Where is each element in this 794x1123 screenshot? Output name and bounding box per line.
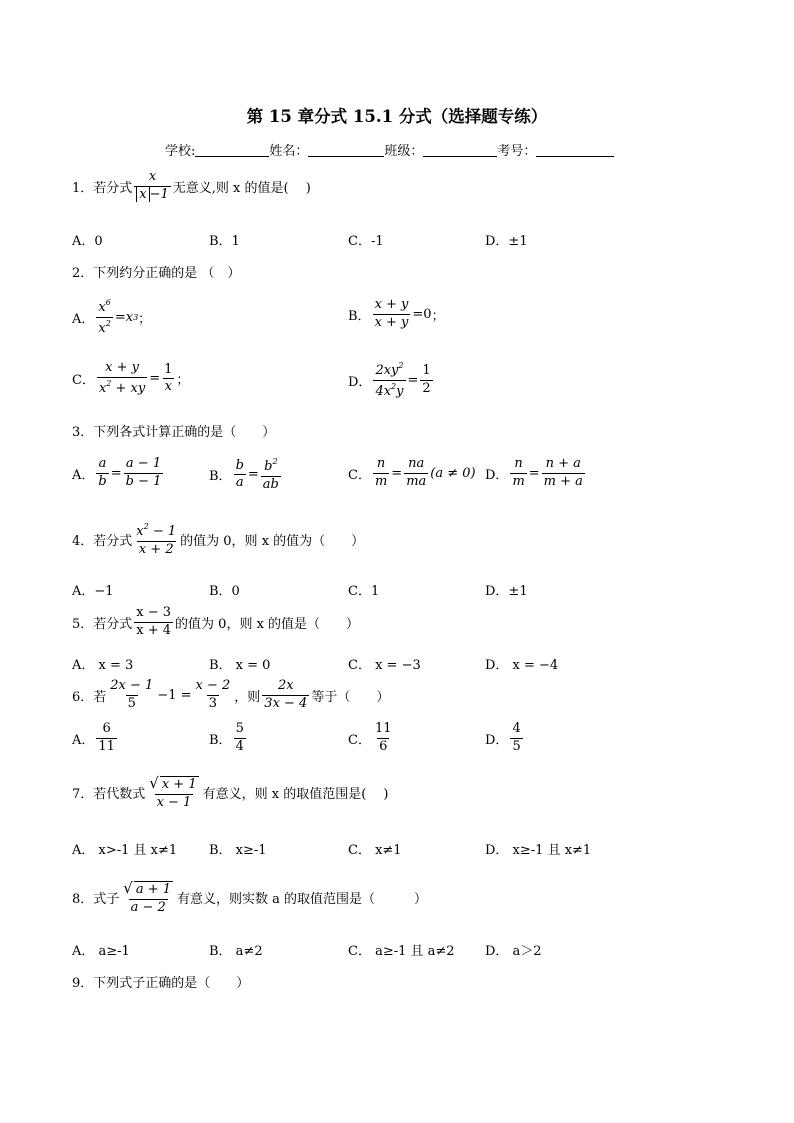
q7-option-b[interactable]: B． x≥-1	[209, 843, 267, 858]
q3-c-r-den: ma	[406, 473, 427, 489]
q4-option-a[interactable]: A．−1	[72, 584, 114, 599]
q8-number: 8．式子	[72, 892, 120, 908]
q3-c-condition: (a ≠ 0)	[430, 465, 476, 481]
q6-f3-num: 2x	[278, 678, 294, 693]
q4-num-rest: − 1	[148, 524, 177, 539]
q6-f2-num: x − 2	[195, 678, 231, 693]
q6-option-a[interactable]	[72, 722, 119, 755]
q8-option-b[interactable]: B． a≠2	[209, 944, 263, 959]
q2-c-result	[162, 363, 174, 396]
class-blank[interactable]	[423, 144, 497, 157]
q3-a-eq: =	[110, 465, 122, 481]
q3-c-label: C．	[348, 467, 371, 483]
q8-frac-num: a + 1	[135, 882, 172, 897]
q5-frac-den: x + 4	[136, 622, 172, 638]
q4-num-x: x	[136, 524, 144, 539]
q2-b-end: ；	[431, 308, 445, 324]
q1-option-c[interactable]: C．-1	[348, 234, 384, 249]
q5-option-b[interactable]: B． x = 0	[209, 658, 271, 673]
q3-b-l-num: b	[235, 457, 244, 473]
q1-option-a[interactable]: A．0	[72, 234, 103, 249]
q3-d-r-num: n + a	[545, 456, 581, 471]
q5-number: 5．若分式	[72, 616, 133, 632]
q2-a-num: x	[98, 300, 106, 315]
exam-no-label: 考号：	[497, 144, 537, 159]
q2-d-eq: =	[407, 372, 419, 388]
q5-frac-num: x − 3	[136, 605, 172, 620]
q2-a-den: x	[98, 320, 106, 336]
q7-frac-den: x − 1	[156, 794, 192, 810]
q3-b-r-num: b	[264, 459, 273, 474]
q3-d-l-den: m	[512, 473, 525, 489]
q2-d-label: D．	[348, 374, 372, 390]
q2-c-den-b: + xy	[111, 380, 146, 396]
q6-f3-den: 3x − 4	[264, 695, 308, 711]
q2-c-num: x + y	[105, 360, 140, 375]
q6-f1-den: 5	[127, 695, 136, 711]
q2-option-b[interactable]	[348, 298, 445, 331]
q8-option-d[interactable]: D． a＞2	[485, 944, 542, 959]
q6-option-c[interactable]	[348, 722, 396, 755]
q8-option-c[interactable]: C． a≥-1 且 a≠2	[348, 944, 455, 959]
page-title: 第 15 章分式 15.1 分式（选择题专练）	[246, 107, 548, 126]
q3-c-l-num: n	[376, 456, 386, 471]
q1-frac-den	[134, 186, 171, 203]
q2-c-den-a: x	[98, 380, 107, 396]
q2-a-num-sup: 6	[105, 298, 111, 307]
q6-then: ，则	[234, 689, 261, 705]
q6-mid: −1 =	[157, 687, 192, 703]
q2-b-label: B．	[348, 308, 371, 324]
q2-d-den-b: y	[396, 383, 404, 399]
q2-option-c[interactable]	[72, 361, 189, 397]
q2-a-end: ；	[138, 311, 152, 327]
q3-b-l-den: a	[235, 475, 244, 491]
q2-c-end: ；	[176, 373, 190, 389]
q1-den-rest: −1	[149, 186, 169, 202]
q2-option-a[interactable]	[72, 298, 151, 337]
q2-d-r-den: 2	[422, 380, 431, 396]
q2-c-eq: =	[149, 371, 161, 387]
q3-b-r-den: ab	[262, 476, 279, 492]
q1-option-d[interactable]: D．±1	[485, 234, 528, 249]
q1-option-b[interactable]: B．1	[209, 234, 240, 249]
q8-fraction	[121, 880, 175, 916]
q6-d-den: 5	[512, 738, 521, 754]
q8-stem-tail: 有意义，则实数 a 的取值范围是（ ）	[177, 892, 428, 908]
q6-c-num: 11	[374, 721, 392, 736]
school-blank[interactable]	[195, 144, 269, 157]
q6-number: 6．若	[72, 689, 107, 705]
q3-d-r-den: m + a	[543, 473, 583, 489]
q2-d-num-sup: 2	[398, 361, 404, 370]
q6-a-den: 11	[98, 738, 115, 754]
q2-a-den-sup: 2	[105, 318, 111, 328]
q3-a-label: A．	[72, 467, 95, 483]
q7-fraction	[147, 775, 200, 811]
q7-number: 7．若代数式	[72, 787, 146, 803]
question-6	[72, 679, 389, 712]
q6-b-num: 5	[235, 721, 244, 736]
q1-frac-num: x	[148, 169, 157, 184]
q2-d-den-a: 4x	[375, 383, 392, 399]
q6-d-num: 4	[512, 721, 521, 736]
q5-option-d[interactable]: D． x = −4	[485, 658, 559, 673]
q5-stem-tail: 的值为 0，则 x 的值是（ ）	[175, 616, 360, 632]
q3-option-c[interactable]	[348, 457, 476, 490]
name-blank[interactable]	[308, 144, 384, 157]
q7-option-c[interactable]: C． x≠1	[348, 843, 402, 858]
q2-a-label: A．	[72, 311, 95, 327]
q3-b-label: B．	[209, 469, 232, 485]
q3-option-a[interactable]	[72, 457, 165, 490]
q2-d-result	[420, 364, 432, 397]
q3-a-l-num: a	[98, 456, 107, 471]
q2-c-label: C．	[72, 373, 95, 389]
q2-d-fraction	[373, 361, 405, 400]
q8-sqrt-icon: √	[123, 879, 133, 897]
q2-a-rhs-sup: 3	[133, 312, 139, 322]
q2-b-num: x + y	[374, 297, 409, 312]
q3-d-label: D．	[485, 467, 509, 483]
question-8	[72, 880, 427, 916]
q3-c-l-den: m	[374, 473, 388, 489]
q4-num-sup: 2	[143, 522, 149, 531]
q3-c-eq: =	[391, 465, 403, 481]
q6-a-label: A．	[72, 732, 95, 748]
class-label: 班级：	[384, 144, 424, 159]
q5-option-a[interactable]: A． x = 3	[72, 658, 134, 673]
q3-a-l-den: b	[98, 473, 107, 489]
q7-option-a[interactable]: A． x>-1 且 x≠1	[72, 843, 178, 858]
q4-number: 4．若分式	[72, 534, 133, 550]
q4-frac-den: x + 2	[138, 541, 174, 557]
q3-d-l-num: n	[514, 456, 523, 471]
q4-option-b[interactable]: B．0	[209, 584, 240, 599]
q3-d-eq: =	[528, 465, 540, 481]
q1-stem-tail: 无意义,则 x 的值是( )	[172, 180, 311, 196]
q4-fraction	[134, 522, 178, 558]
question-3: 3．下列各式计算正确的是（ ）	[72, 425, 276, 440]
q8-frac-den: a − 2	[130, 899, 166, 915]
q2-d-r-num: 1	[422, 363, 431, 378]
q6-b-label: B．	[209, 732, 232, 748]
q2-d-den-sup: 2	[391, 381, 397, 391]
question-4	[72, 522, 364, 558]
q6-b-den: 4	[235, 738, 244, 754]
q4-stem-tail: 的值为 0，则 x 的值为（ ）	[180, 534, 365, 550]
q2-b-rhs: =0	[412, 306, 432, 322]
q1-number: 1．若分式	[72, 180, 133, 196]
q6-f1-num: 2x − 1	[110, 678, 154, 693]
question-1	[72, 170, 311, 203]
q2-b-den: x + y	[374, 314, 409, 330]
q5-fraction	[134, 606, 173, 639]
q6-option-b[interactable]	[209, 722, 248, 755]
q7-frac-num: x + 1	[161, 777, 197, 792]
question-9: 9．下列式子正确的是（ ）	[72, 976, 250, 991]
q4-option-c[interactable]: C．1	[348, 584, 380, 599]
student-info-line	[165, 140, 614, 159]
q3-c-r-num: na	[408, 456, 425, 471]
question-5	[72, 606, 359, 639]
q6-option-d[interactable]	[485, 722, 525, 755]
q1-fraction	[134, 170, 171, 203]
q6-stem-tail: 等于（ ）	[311, 689, 390, 705]
q6-c-den: 6	[379, 738, 388, 754]
q3-option-b[interactable]	[209, 457, 283, 493]
q6-f2-den: 3	[208, 695, 218, 711]
name-label: 姓名：	[269, 144, 309, 159]
q2-a-rhs: =x	[114, 309, 134, 325]
question-2: 2．下列约分正确的是 （ ）	[72, 266, 241, 281]
q8-option-a[interactable]: A． a≥-1	[72, 944, 130, 959]
q4-option-d[interactable]: D．±1	[485, 584, 528, 599]
q7-stem-tail: 有意义，则 x 的取值范围是( )	[202, 787, 389, 803]
q2-c-r-den: x	[164, 379, 172, 395]
q3-b-eq: =	[247, 467, 259, 483]
q2-c-den-sup: 2	[106, 378, 112, 388]
q5-option-c[interactable]: C． x = −3	[348, 658, 421, 673]
school-label: 学校:	[165, 144, 196, 159]
q3-b-r-sup: 2	[272, 457, 278, 466]
q6-d-label: D．	[485, 732, 509, 748]
q2-c-fraction	[97, 361, 147, 397]
q2-option-d[interactable]	[348, 361, 435, 400]
q1-abs-x: x	[136, 187, 149, 202]
q3-option-d[interactable]	[485, 457, 587, 490]
q7-option-d[interactable]: D． x≥-1 且 x≠1	[485, 843, 592, 858]
q2-a-fraction	[96, 298, 112, 337]
q3-a-r-num: a − 1	[125, 456, 162, 471]
q2-c-r-num: 1	[164, 361, 173, 377]
exam-no-blank[interactable]	[536, 144, 614, 157]
q2-d-num: 2xy	[375, 363, 399, 378]
q6-a-num: 6	[102, 721, 111, 736]
q3-a-r-den: b − 1	[125, 473, 162, 489]
q2-b-fraction	[373, 298, 411, 331]
q7-sqrt-icon: √	[149, 774, 159, 792]
question-7	[72, 775, 388, 811]
q6-c-label: C．	[348, 732, 371, 748]
